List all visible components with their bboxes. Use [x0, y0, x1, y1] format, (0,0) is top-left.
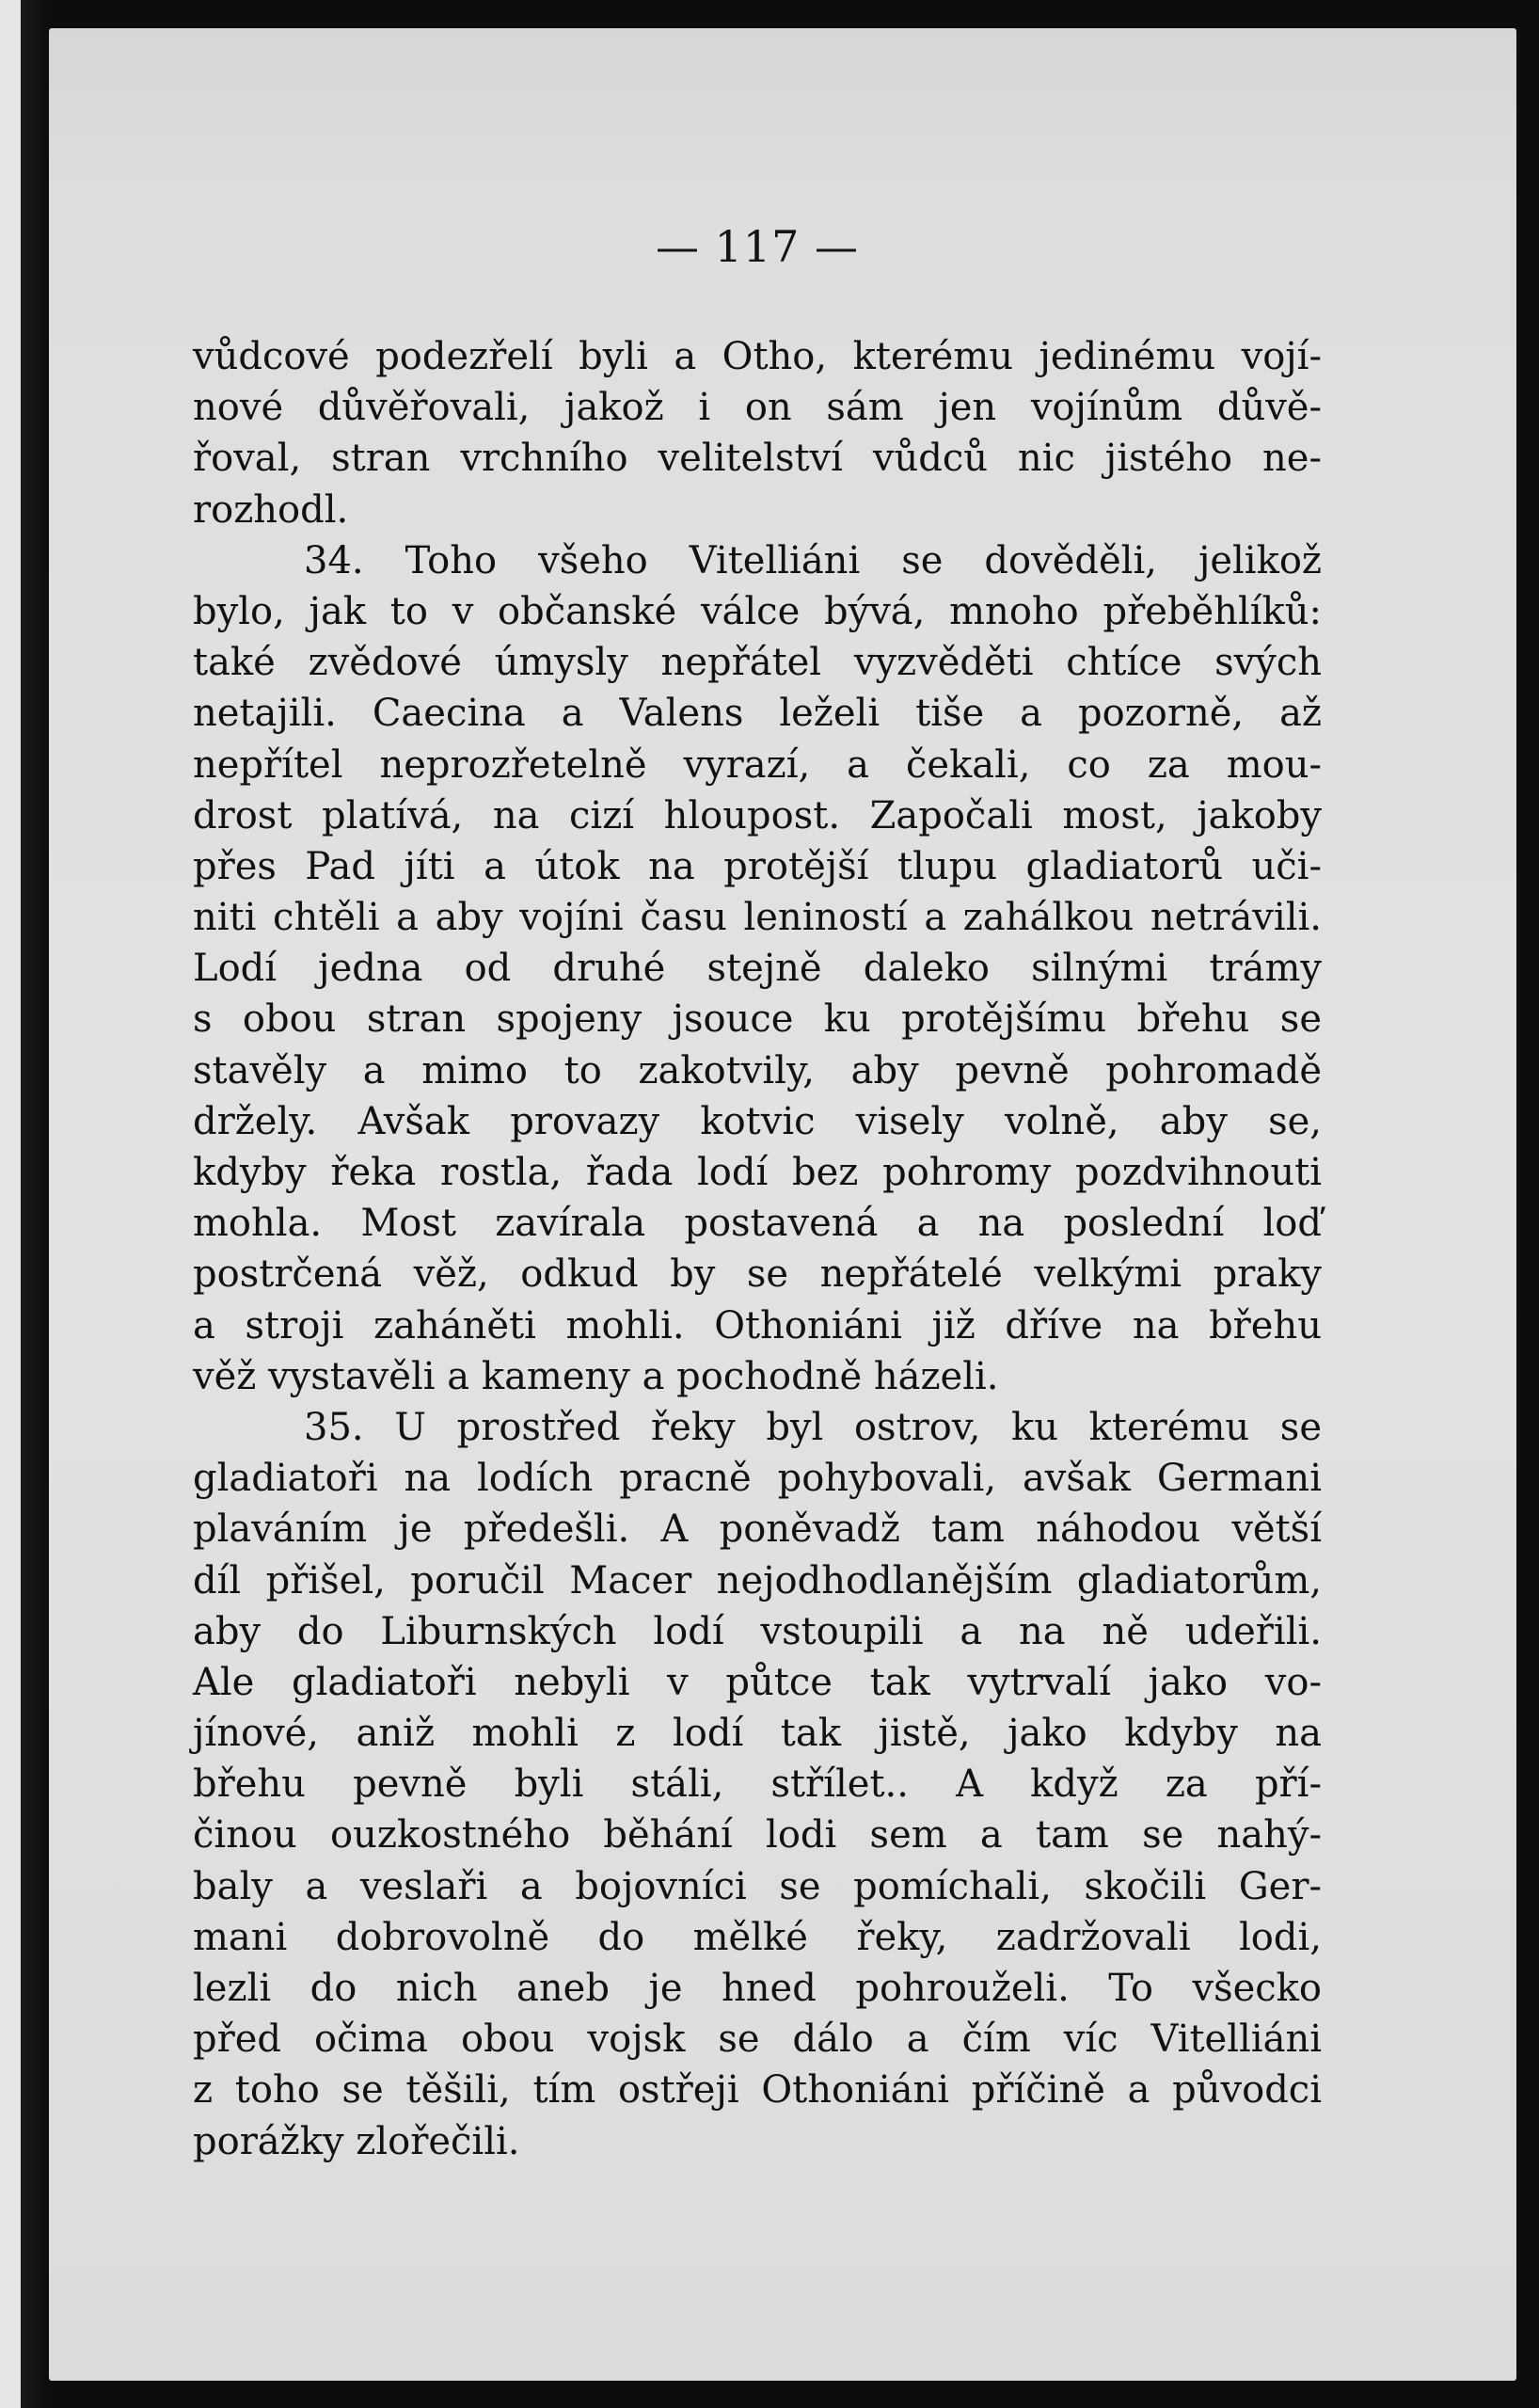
- text-line: rozhodl.: [193, 487, 349, 532]
- text-line: porážky zlořečili.: [193, 2119, 520, 2163]
- body-text: [193, 331, 1322, 2167]
- page-number: — 117 —: [655, 221, 860, 272]
- text-line: stavěly a mimo to zakotvily, aby pevně pohromadě: [193, 1048, 1322, 1092]
- text-line: netajili. Caecina a Valens leželi tiše a pozorně, až: [193, 692, 1322, 736]
- paragraph-34-start: 34. Toho všeho Vitelliáni se dověděli, jelikož: [304, 538, 1322, 582]
- text-line: řoval, stran vrchního velitelství vůdců nic jistého ne-: [193, 437, 1322, 481]
- text-line: baly a veslaři a bojovníci se pomíchali, skočili Ger-: [193, 1864, 1322, 1908]
- text-line: také zvědové úmysly nepřátel vyzvěděti chtíce svých: [193, 641, 1322, 685]
- text-line: mohla. Most zavírala postavená a na poslední loď: [193, 1202, 1322, 1246]
- text-line: z toho se těšili, tím ostřeji Othoniáni příčině a původci: [193, 2068, 1322, 2113]
- text-line: lezli do nich aneb je hned pohrouželi. To všecko: [193, 1967, 1322, 2010]
- text-line: bylo, jak to v občanské válce bývá, mnoho přeběhlíků:: [193, 589, 1322, 633]
- text-line: s obou stran spojeny jsouce ku protějšímu břehu se: [193, 997, 1322, 1042]
- text-line: nepřítel neprozřetelně vyrazí, a čekali, co za mou-: [193, 742, 1322, 787]
- text-line: a stroji zaháněti mohli. Othoniáni již dříve na břehu: [193, 1303, 1322, 1348]
- text-line: břehu pevně byli stáli, střílet.. A když za pří-: [193, 1762, 1322, 1807]
- text-line: niti chtěli a aby vojíni času leniností a zahálkou netrávili.: [193, 896, 1322, 940]
- binding-shadow: [21, 0, 49, 2408]
- text-line: přes Pad jíti a útok na protější tlupu gladiatorů uči-: [193, 844, 1322, 888]
- paragraph-35-start: 35. U prostřed řeky byl ostrov, ku kterému se: [304, 1405, 1322, 1449]
- text-line: kdyby řeka rostla, řada lodí bez pohromy pozdvihnouti: [193, 1151, 1322, 1194]
- text-line: držely. Avšak provazy kotvic visely volně, aby se,: [193, 1099, 1322, 1143]
- text-line: aby do Liburnských lodí vstoupili a na ně udeřili.: [193, 1609, 1322, 1653]
- text-line: postrčená věž, odkud by se nepřátelé velkými praky: [193, 1252, 1322, 1297]
- text-line: vůdcové podezřelí byli a Otho, kterému jedinému vojí-: [193, 335, 1322, 378]
- text-line: činou ouzkostného běhání lodi sem a tam se nahý-: [193, 1813, 1322, 1858]
- text-line: mani dobrovolně do mělké řeky, zadržovali lodi,: [193, 1915, 1322, 1959]
- text-line: gladiatoři na lodích pracně pohybovali, avšak Germani: [193, 1457, 1322, 1501]
- text-line: plaváním je předešli. A poněvadž tam náhodou větší: [193, 1507, 1322, 1552]
- text-line: Lodí jedna od druhé stejně daleko silnými trámy: [193, 947, 1322, 991]
- facing-page-edge: [0, 0, 21, 2408]
- text-line: před očima obou vojsk se dálo a čím víc Vitelliáni: [193, 2017, 1322, 2062]
- text-line: drost platívá, na cizí hloupost. Započali most, jakoby: [193, 793, 1322, 837]
- text-line: jínové, aniž mohli z lodí tak jistě, jako kdyby na: [193, 1712, 1322, 1756]
- text-line: díl přišel, poručil Macer nejodhodlanějším gladiatorům,: [193, 1558, 1322, 1603]
- text-line: věž vystavěli a kameny a pochodně házeli.: [193, 1354, 999, 1398]
- text-line: nové důvěřovali, jakož i on sám jen vojínům důvě-: [193, 386, 1322, 430]
- text-line: Ale gladiatoři nebyli v půtce tak vytrvalí jako vo-: [193, 1660, 1322, 1704]
